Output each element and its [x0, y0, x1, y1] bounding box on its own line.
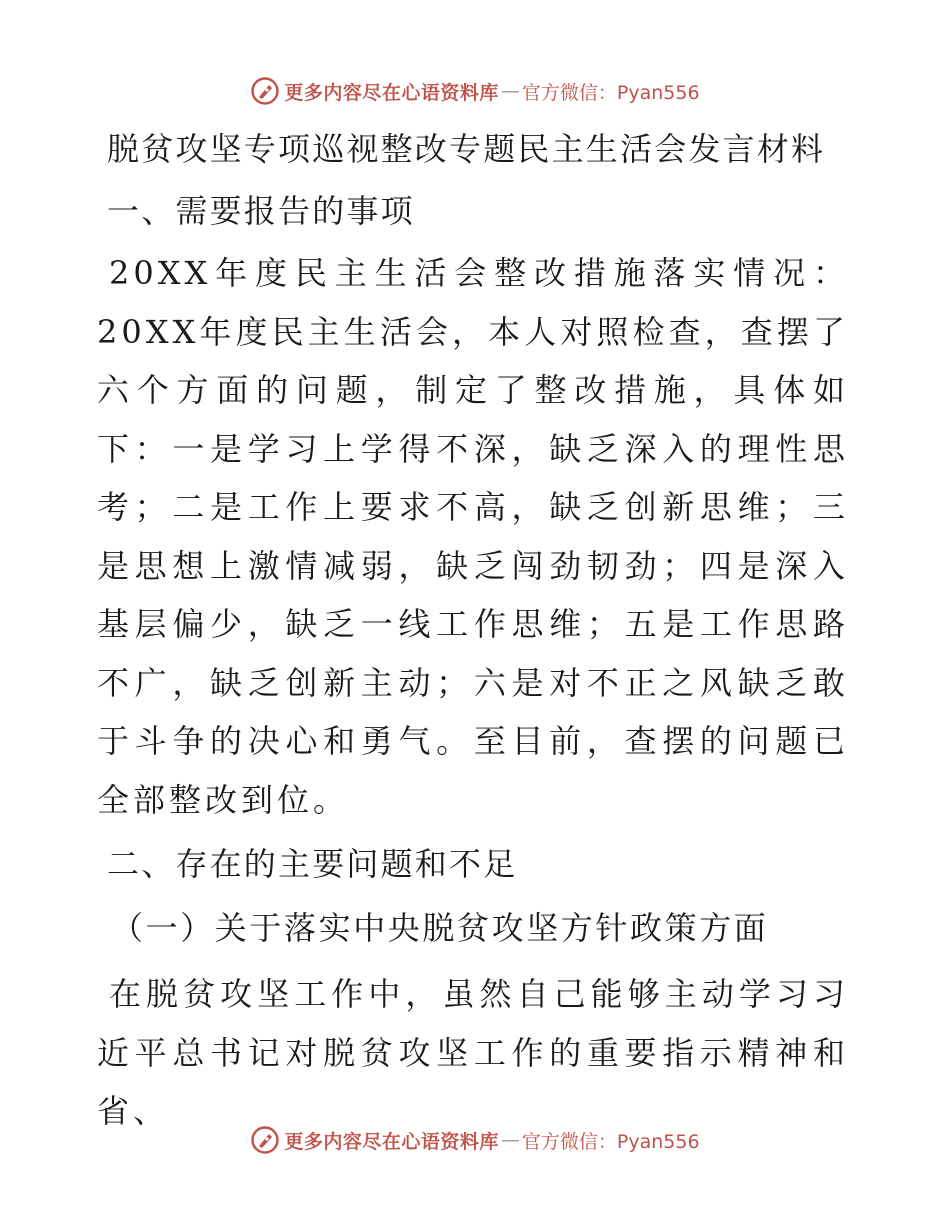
watermark-separator: — [500, 1129, 520, 1151]
watermark-header [0, 74, 950, 108]
document-title: 脱贫攻坚专项巡视整改专题民主生活会发言材料 [107, 130, 826, 168]
subsection-paragraph-1: 在脱贫攻坚工作中，虽然自己能够主动学习习近平总书记对脱贫攻坚工作的重要指示精神和省、 [97, 975, 849, 1130]
pen-nib-seal-icon [250, 76, 280, 106]
watermark-contact-text: 官方微信：Pyan556 [521, 1130, 700, 1153]
section-heading-1: 一、需要报告的事项 [107, 192, 415, 230]
watermark-contact-text: 官方微信：Pyan556 [521, 81, 700, 104]
watermark-brand-text: 更多内容尽在心语资料库 [284, 81, 499, 104]
document-body [97, 122, 849, 1141]
pen-nib-seal-icon [250, 1125, 280, 1155]
subsection-heading-1: （一）关于落实中央脱贫攻坚方针政策方面 [111, 909, 769, 947]
watermark-separator: — [500, 80, 520, 102]
section-paragraph-1: 20XX年度民主生活会整改措施落实情况：20XX年度民主生活会，本人对照检查，查摆了六个方面的问题，制定了整改措施，具体如下：一是学习上学得不深，缺乏深入的理性思考；二是工作上要求不高，缺乏创新思维；三是思想上激情减弱，缺乏闯劲韧劲；四是深入基层偏少，缺乏一线工作思维；五是工作思路不广，缺乏创新主动；六是对不正之风缺乏敢于斗争的决心和勇气。至目前，查摆的问题已全部整改到位。 [97, 254, 849, 819]
watermark-footer [0, 1123, 950, 1157]
section-heading-2: 二、存在的主要问题和不足 [107, 845, 518, 883]
watermark-brand-text: 更多内容尽在心语资料库 [284, 1130, 499, 1153]
